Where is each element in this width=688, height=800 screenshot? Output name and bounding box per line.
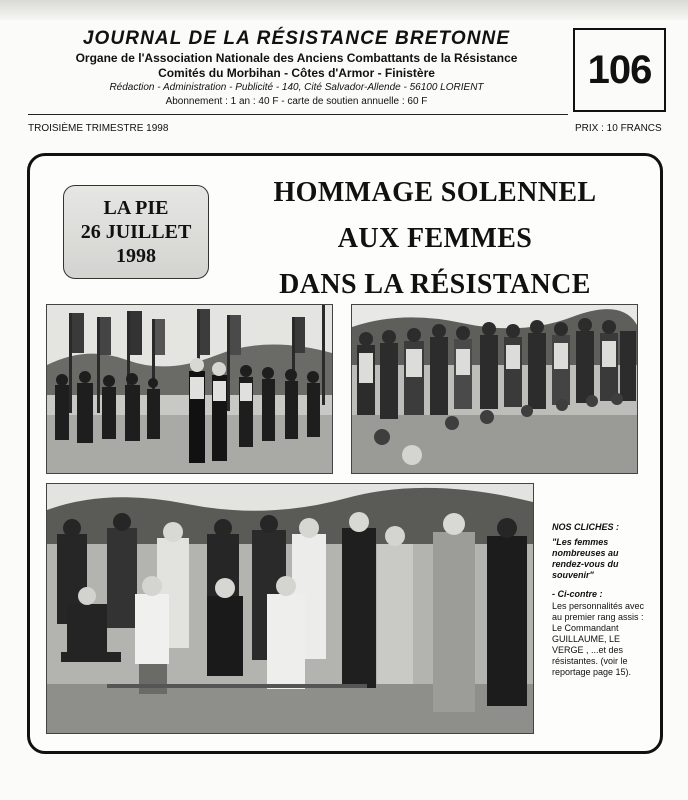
association-line: Organe de l'Association Nationale des Anciens Combattants de la Résistance	[75, 51, 518, 65]
photo-officials-and-resistants	[46, 483, 534, 734]
bleed-through-text	[92, 0, 111, 14]
caption-lead: NOS CLICHES :	[552, 522, 620, 532]
price-label: PRIX : 10 FRANCS	[575, 123, 662, 134]
quarter-label: TROISIÈME TRIMESTRE 1998	[28, 123, 169, 134]
event-year: 1998	[116, 245, 156, 267]
issue-number: 106	[587, 47, 652, 92]
caption-quote: "Les femmes nombreuses au rendez-vous du souvenir"	[552, 537, 619, 580]
headline-line-2: AUX FEMMES	[337, 223, 533, 254]
feature-headline	[225, 170, 645, 308]
event-date: 26 JUILLET	[80, 221, 192, 243]
issue-number-box	[573, 28, 666, 112]
event-date-box	[63, 185, 209, 279]
committees-line: Comités du Morbihan - Côtes d'Armor - Finistère	[158, 66, 435, 80]
caption-body: Les personnalités avec au premier rang assis : Le Commandant GUILLAUME, LE VERGE , ...et des résistantes. (voir le reportage page 15).	[552, 601, 645, 677]
headline-line-3: DANS LA RÉSISTANCE	[279, 269, 591, 300]
masthead	[24, 28, 569, 108]
journal-title: JOURNAL DE LA RÉSISTANCE BRETONNE	[82, 28, 511, 49]
previous-page-strip	[0, 0, 688, 20]
masthead-rule	[28, 114, 568, 115]
address-line: Rédaction - Administration - Publicité - 140, Cité Salvador-Allende - 56100 LORIENT	[109, 82, 484, 93]
photo-flag-bearers	[46, 304, 333, 474]
subscription-line: Abonnement : 1 an : 40 F - carte de soutien annuelle : 60 F	[165, 96, 428, 107]
headline-line-1: HOMMAGE SOLENNEL	[273, 177, 597, 208]
photo-caption	[552, 522, 646, 678]
caption-ci-contre: - Ci-contre :	[552, 589, 603, 599]
photo-gathered-women	[351, 304, 638, 474]
event-place: LA PIE	[103, 197, 169, 219]
